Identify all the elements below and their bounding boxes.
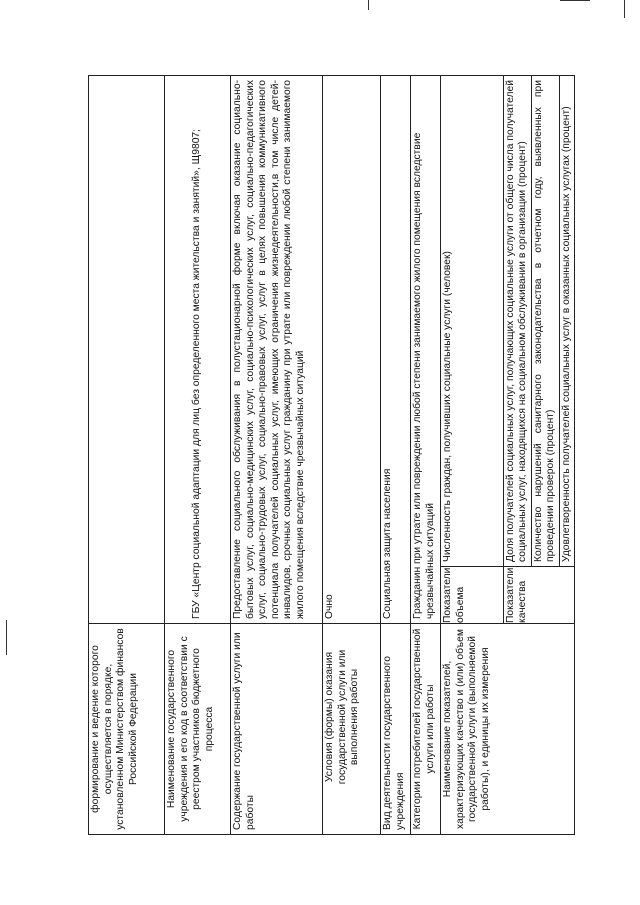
quality-indicator-row [531, 76, 559, 623]
quality-indicator-row [503, 76, 531, 623]
service-form: Очно [323, 76, 381, 624]
scan-mark [6, 620, 7, 655]
table-row [411, 76, 441, 835]
row-value [89, 76, 165, 624]
scan-mark [368, 0, 369, 10]
row-label: Категории потребителей государственной услуги или работы [411, 624, 441, 835]
consumer-category: Гражданин при утрате или повреждении любой степени занимаемого жилого помещения вследствие чрезвычайных ситуаций [411, 76, 441, 624]
quality-item: Доля получателей социальных услуг, получающих социальные услуги от общего числа получателей социальных услуг, находящихся на социальном обслуживании в организации (процент) [503, 76, 531, 567]
quality-item: Удовлетворенность получателей социальных услуг в оказанных социальных услугах (процент) [559, 76, 574, 567]
table-row [165, 76, 231, 835]
volume-indicator-row [441, 76, 503, 623]
scan-mark [560, 0, 590, 1]
service-content: Предоставление социального обслуживания в полустационарной форме включая оказание социально-бытовых услуг, социально-медицинских услуг, социально-психологических услуг, социально-педагогических услуг, социально-трудовых услуг, социально-правовых услуг, услуг в целях повышения коммуникативного потенциала получателей социальных услуг, имеющих ограничения жизнедеятельности,в том числе детей-инвалидов, срочных социальных услуг гражданину при утрате или повреждении любой степени занимаемого жилого помещения вследствие чрезвычайных ситуаций [231, 76, 323, 624]
table-row [231, 76, 323, 835]
table-row [381, 76, 411, 835]
row-label: Наименование показателей, характеризующих качество и (или) объем государственной услуги (выполняемой работы), и единицы их измерения [441, 624, 575, 835]
activity-type: Социальная защита населения [381, 76, 411, 624]
rotated-page [88, 75, 626, 835]
quality-indicator-row [559, 76, 574, 623]
row-label: Условия (формы) оказания государственной услуги или выполнения работы [323, 624, 381, 835]
scan-mark [624, 0, 625, 18]
volume-item: Численность граждан, получивших социальные услуги (человек) [442, 251, 453, 562]
service-table [88, 75, 575, 835]
table-row [89, 76, 165, 835]
indicators-table [441, 76, 574, 623]
row-label: Наименование государственного учреждения и его код в соответствии с реестром участников бюджетного процесса [165, 624, 231, 835]
row-label: Вид деятельности государственного учреждения [381, 624, 411, 835]
row-label: формирование и ведение которого осуществляется в порядке, установленном Министерством финансов Российской Федерации [89, 624, 165, 835]
row-label: Содержание государственной услуги или работы [231, 624, 323, 835]
volume-head: Показатели объема [441, 567, 503, 624]
quality-head: Показатели качества [503, 567, 574, 624]
quality-item: Количество нарушений санитарного законодательства в отчетном году, выявленных при проведении проверок (процент) [531, 76, 559, 567]
table-row [323, 76, 381, 835]
institution-name: ГБУ «Центр социальной адаптации для лиц без определенного места жительства и занятий», Щ9807; [165, 76, 231, 624]
indicators-cell [441, 76, 575, 624]
table-row [441, 76, 575, 835]
